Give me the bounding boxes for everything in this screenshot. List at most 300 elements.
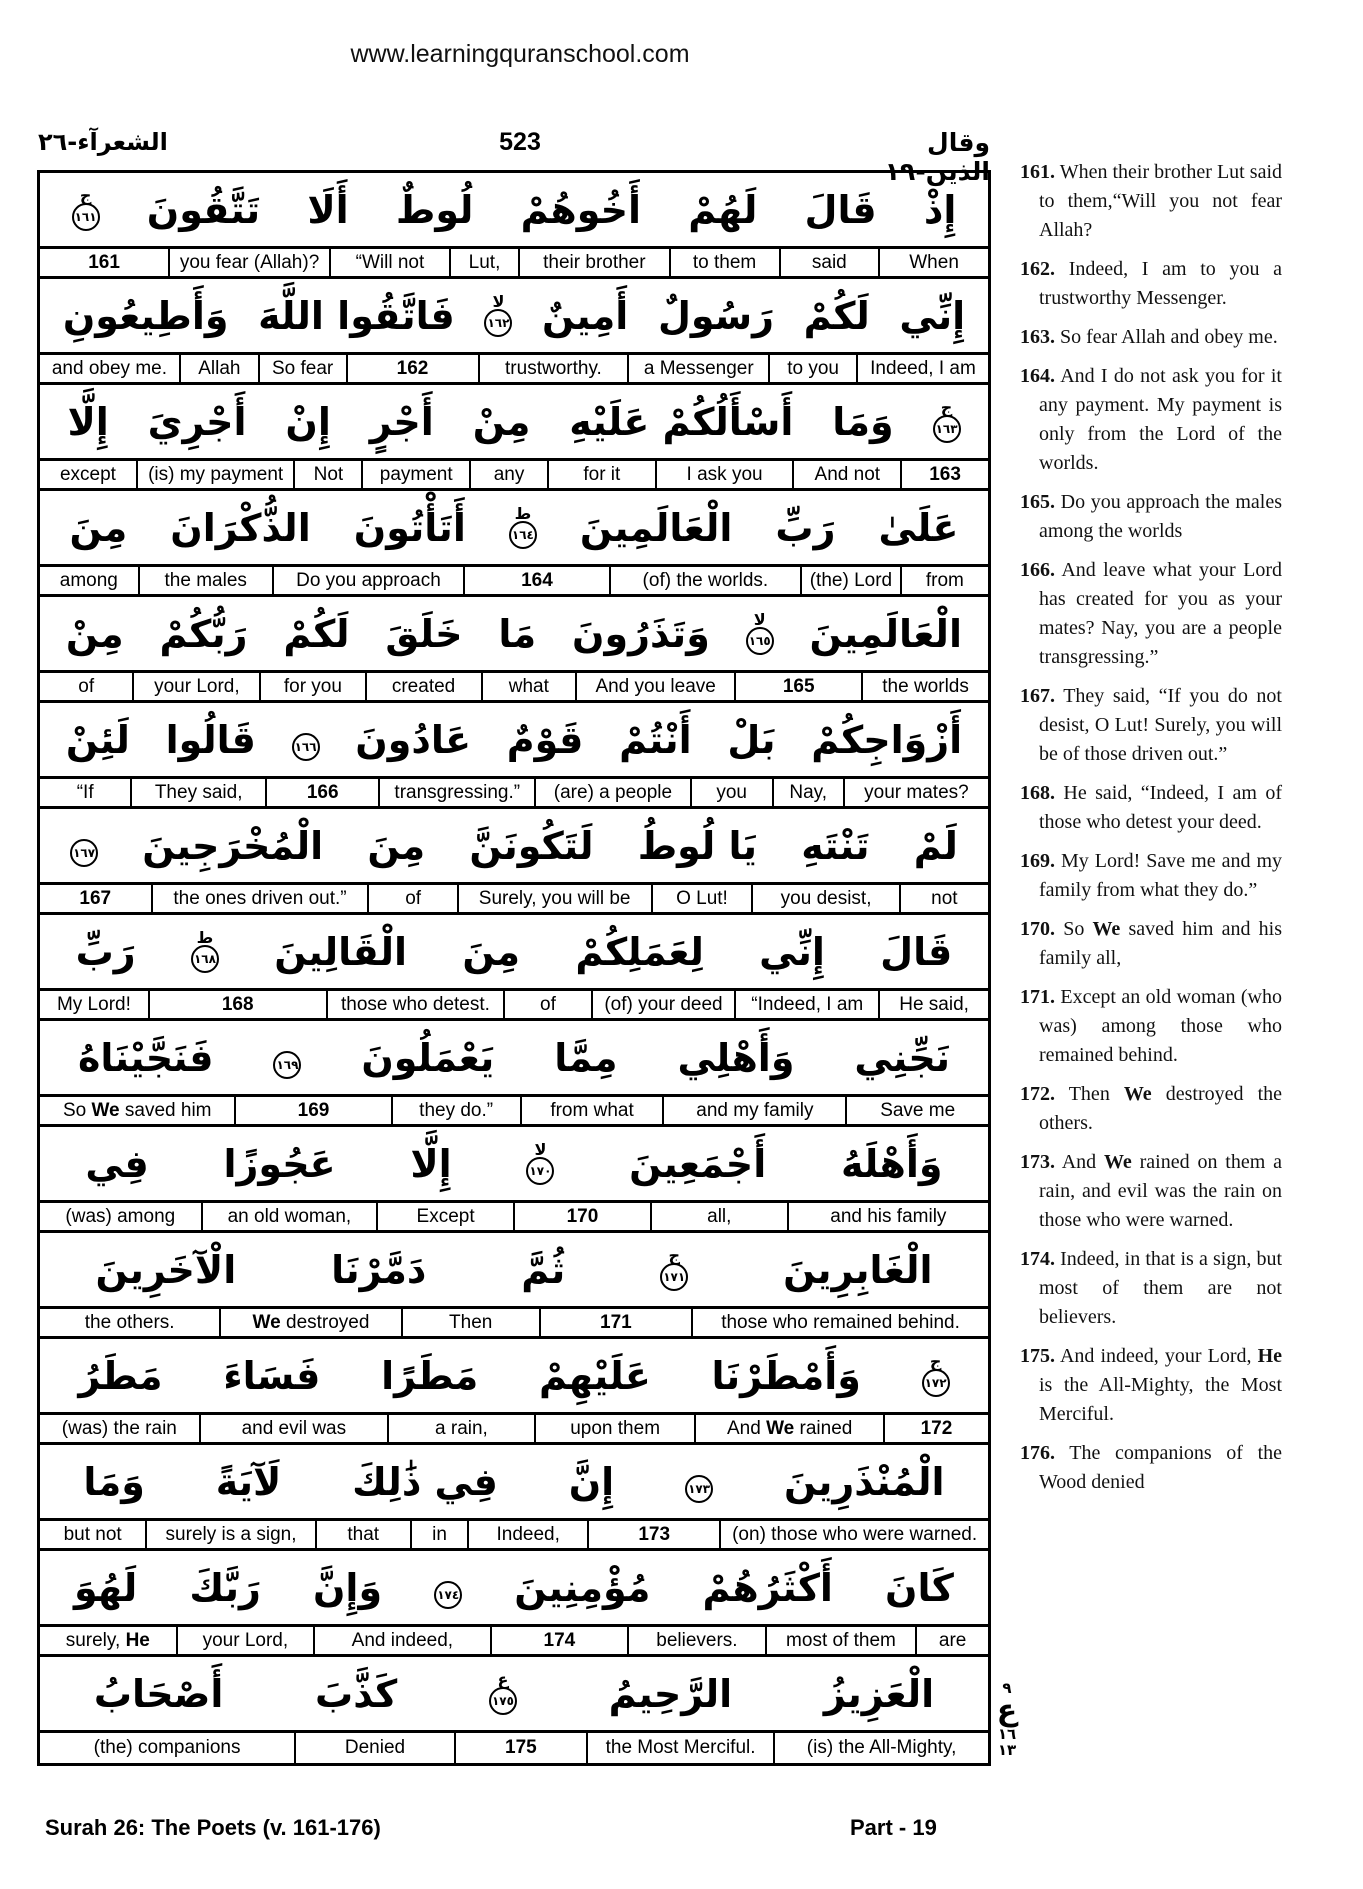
translation-text: Do you approach the males among the worlds [1039, 491, 1282, 542]
english-word-cell: Indeed, [467, 1521, 587, 1548]
waqf-stop-sign: ط [514, 503, 532, 523]
arabic-word: إِنْ [285, 399, 331, 444]
arabic-word: أَجْرِيَ [147, 399, 247, 444]
ayah-number-marker-icon [72, 185, 100, 231]
english-word-cell: your mates? [843, 779, 988, 806]
waqf-stop-sign: لا [534, 1139, 547, 1159]
waqf-stop-sign: ج [929, 1351, 942, 1371]
arabic-word: رَسُولٌ [657, 293, 774, 338]
arabic-word: عَلَىٰ [878, 505, 959, 550]
english-word-cell: (of) the worlds. [609, 567, 800, 594]
arabic-word: وَأَهْلَهُ [840, 1141, 943, 1186]
english-word-cell: And not [792, 461, 900, 488]
arabic-word: لَتَكُونَنَّ [469, 823, 594, 868]
waqf-stop-sign: لا [753, 609, 766, 629]
english-word-cell: Save me [845, 1097, 988, 1124]
arabic-word: قَالَ [880, 929, 953, 974]
ayah-number: ١٦٥ [746, 627, 774, 655]
translation-text: And leave what your Lord has created for you as your mates? Nay, you are a people transgressing.” [1039, 559, 1282, 668]
arabic-verse-row [40, 173, 988, 249]
verse-number: 164. [1020, 365, 1055, 387]
arabic-word: رَبِّ [75, 929, 136, 974]
verse-number: 173. [1020, 1151, 1055, 1173]
waqf-stop-sign: ج [940, 397, 953, 417]
english-word-cell: (of) your deed [591, 991, 735, 1018]
ayah-number: ١٦٣ [933, 415, 961, 443]
arabic-word: أَسْأَلُكُمْ عَلَيْهِ [569, 399, 794, 444]
english-word-cell: When [878, 249, 988, 276]
ayah-number-marker-icon [685, 1461, 713, 1503]
arabic-word: لَئِنْ [65, 717, 130, 762]
arabic-word: فَسَاءَ [223, 1353, 321, 1398]
english-word-cell: not [899, 885, 988, 912]
page-number: 523 [499, 128, 541, 156]
english-word-cell: but not [63, 1523, 122, 1545]
english-word-cell: And you leave [575, 673, 734, 700]
ayah-number: ١٧٥ [489, 1687, 517, 1715]
arabic-word: رَبَّكَ [189, 1565, 261, 1610]
translation-text: When their brother Lut said to them,“Will you not fear Allah? [1039, 161, 1282, 241]
ayah-number-marker-icon [273, 1037, 301, 1079]
word-prefix: So [62, 1099, 92, 1121]
translation-text: is the All-Mighty, the Most Merciful. [1039, 1374, 1282, 1425]
verse-number-cell: 169 [234, 1097, 390, 1124]
arabic-word: مِنْ [65, 611, 124, 656]
arabic-word: يَا لُوطُ [637, 823, 758, 868]
translation-text: Indeed, in that is a sign, but most of them are not believers. [1039, 1248, 1283, 1328]
english-word-cell: Denied [294, 1733, 454, 1763]
arabic-verse-row [40, 597, 988, 673]
arabic-verse-row [40, 809, 988, 885]
arabic-word: أَزْوَاجِكُمْ [811, 717, 963, 762]
arabic-word: إِنَّ [568, 1459, 615, 1504]
english-word-cell: (was) the rain [61, 1417, 177, 1439]
arabic-word: مُؤْمِنِينَ [514, 1565, 651, 1610]
verse-number: 175. [1020, 1345, 1055, 1367]
verse-number: 166. [1020, 559, 1055, 581]
arabic-word: أَخُوهُمْ [520, 187, 642, 232]
ayah-number: ١٦٦ [292, 733, 320, 761]
english-word-row [40, 885, 988, 915]
word-suffix: rained [794, 1417, 853, 1439]
verse-number-cell: 163 [900, 461, 988, 488]
ayah-number: ١٦٩ [273, 1051, 301, 1079]
verse-number: 167. [1020, 685, 1055, 707]
english-word-cell: that [315, 1521, 410, 1548]
verse-number: 165. [1020, 491, 1055, 513]
translation-verse [1020, 682, 1282, 769]
arabic-word: الرَّحِيمُ [608, 1671, 733, 1716]
english-word-cell: “Will not [329, 249, 449, 276]
english-word-cell: are [915, 1627, 988, 1654]
ayah-number: ١٧٤ [434, 1581, 462, 1609]
english-word-cell: except [59, 463, 116, 485]
verse-number: 162. [1020, 258, 1055, 280]
arabic-word: لِعَمَلِكُمْ [575, 929, 704, 974]
english-word-cell: you desist, [751, 885, 898, 912]
english-word-cell: They said, [130, 779, 265, 806]
arabic-word: الْآخَرِينَ [95, 1247, 237, 1292]
ruku-marker-glyph: ع [996, 1693, 1018, 1728]
verse-number-cell: 172 [883, 1415, 988, 1442]
verse-number: 176. [1020, 1442, 1055, 1464]
english-word-cell: all, [650, 1203, 787, 1230]
arabic-verse-row [40, 491, 988, 567]
translation-text: He said, “Indeed, I am of those who detest your deed. [1039, 782, 1282, 833]
translation-verse [1020, 915, 1282, 973]
arabic-word: الْعَالَمِينَ [809, 611, 962, 656]
arabic-word: أَمِينٌ [542, 293, 629, 338]
translation-text: destroyed the others. [1039, 1083, 1283, 1134]
part-footer-label: Part - 19 [850, 1815, 937, 1840]
arabic-word: لَكُمْ [803, 293, 870, 338]
arabic-word: تَتَّقُونَ [146, 187, 261, 232]
english-word-row [40, 1521, 988, 1551]
divine-pronoun: He [1257, 1345, 1282, 1367]
english-word-cell: they do.” [391, 1097, 520, 1124]
english-word-cell: of [78, 675, 95, 697]
word-suffix: saved him [119, 1099, 212, 1121]
english-word-cell: a rain, [387, 1415, 534, 1442]
translation-text: saved him and his family all, [1039, 918, 1282, 969]
ayah-number-marker-icon [484, 291, 512, 337]
translation-text: Except an old woman (who was) among those who remained behind. [1039, 986, 1283, 1066]
verse-number-cell: 173 [587, 1521, 719, 1548]
english-word-cell: in [410, 1521, 468, 1548]
english-word-cell: (are) a people [534, 779, 690, 806]
english-word-row [40, 1415, 988, 1445]
arabic-word: يَعْمَلُونَ [361, 1035, 495, 1080]
arabic-word: بَلْ [727, 717, 776, 762]
arabic-verse-row [40, 1339, 988, 1415]
verse-number-cell: 175 [454, 1733, 586, 1763]
english-word-row [40, 1627, 988, 1657]
arabic-word: الذُّكْرَانَ [170, 505, 311, 550]
divine-pronoun: We [1092, 918, 1121, 940]
arabic-word: الْمُنْذَرِينَ [783, 1459, 945, 1504]
ayah-number: ١٧٠ [526, 1157, 554, 1185]
arabic-verse-row [40, 1657, 988, 1733]
arabic-word: أَصْحَابُ [93, 1671, 224, 1716]
arabic-word: دَمَّرْنَا [331, 1247, 427, 1292]
translation-text: So fear Allah and obey me. [1060, 326, 1278, 348]
arabic-word: نَجِّنِي [854, 1035, 950, 1080]
ayah-number-marker-icon [660, 1245, 688, 1291]
translation-verse [1020, 1080, 1282, 1138]
english-word-cell: your Lord, [176, 1627, 314, 1654]
english-word-row [40, 1097, 988, 1127]
ayah-number-marker-icon [434, 1567, 462, 1609]
english-word-cell [40, 1097, 234, 1124]
arabic-word: عَجُوزًا [223, 1141, 336, 1186]
translation-verse [1020, 1439, 1282, 1497]
verse-number-cell: 162 [346, 355, 478, 382]
arabic-verse-row [40, 385, 988, 461]
verse-number: 170. [1020, 918, 1055, 940]
arabic-word: لَكُمْ [283, 611, 350, 656]
english-word-cell: Do you approach [272, 567, 463, 594]
arabic-word: ثُمَّ [521, 1247, 566, 1292]
ayah-number: ١٦٤ [509, 521, 537, 549]
divine-pronoun: We [252, 1311, 281, 1333]
verse-number-cell: 161 [88, 251, 120, 273]
english-word-cell: Indeed, I am [856, 355, 988, 382]
translation-column [1020, 158, 1282, 1507]
english-word-cell: Surely, you will be [457, 885, 651, 912]
english-word-cell: transgressing.” [378, 779, 534, 806]
english-word-cell: upon them [534, 1415, 695, 1442]
translation-text: Indeed, I am to you a trustworthy Messenger. [1039, 258, 1283, 309]
english-word-cell: believers. [627, 1627, 765, 1654]
english-word-cell: (the) Lord [800, 567, 900, 594]
arabic-verse-row [40, 1021, 988, 1097]
english-word-cell: “Indeed, I am [734, 991, 878, 1018]
arabic-word: وَأَهْلِي [677, 1035, 795, 1080]
verse-number-cell: 166 [265, 779, 378, 806]
translation-verse [1020, 847, 1282, 905]
ayah-number-marker-icon [292, 719, 320, 761]
arabic-word: إِذْ [923, 187, 957, 232]
english-word-cell: the Most Merciful. [586, 1733, 773, 1763]
arabic-word: مِنَ [367, 823, 426, 868]
arabic-word: مَطَرًا [381, 1353, 479, 1398]
arabic-word: فِي ذَٰلِكَ [352, 1459, 498, 1504]
ruku-marker-glyph: ٩ [1002, 1679, 1012, 1697]
english-word-row [40, 461, 988, 491]
english-word-cell: the others. [84, 1311, 175, 1333]
juz-name-arabic: وقال الذين-١٩ [884, 128, 990, 186]
english-word-cell: to them [669, 249, 779, 276]
english-word-cell: what [481, 673, 575, 700]
english-word-cell: (on) those who were warned. [719, 1521, 988, 1548]
arabic-word: الْغَابِرِينَ [783, 1247, 933, 1292]
ayah-number-marker-icon [526, 1139, 554, 1185]
ayah-number-marker-icon [933, 397, 961, 443]
verse-number-cell: 167 [79, 887, 112, 909]
arabic-word: فِي [85, 1141, 149, 1186]
arabic-verse-row [40, 1551, 988, 1627]
translation-verse [1020, 158, 1282, 245]
arabic-word: أَلَا [307, 187, 349, 232]
ayah-number: ١٦٧ [70, 839, 98, 867]
ayah-number-marker-icon [70, 825, 98, 867]
arabic-word: لَهُوَ [74, 1565, 138, 1610]
english-word-cell: any [469, 461, 547, 488]
english-word-cell: (is) my payment [136, 461, 294, 488]
translation-text: rained on them a rain, and evil was the rain on those who were warned. [1039, 1151, 1282, 1231]
ruku-marker-glyph: ١٦ [997, 1725, 1017, 1743]
arabic-word: كَذَّبَ [315, 1671, 398, 1716]
ayah-number: ١٦١ [72, 203, 100, 231]
english-word-cell: an old woman, [201, 1203, 377, 1230]
arabic-word: إِلَّا [67, 399, 109, 444]
verse-number: 168. [1020, 782, 1055, 804]
english-word-cell: of [503, 991, 590, 1018]
translation-text: And indeed, your Lord, [1059, 1345, 1258, 1367]
arabic-word: فَنَجَّيْنَاهُ [77, 1035, 214, 1080]
arabic-word: وَأَمْطَرْنَا [711, 1353, 861, 1398]
divine-pronoun: We [1104, 1151, 1132, 1173]
translation-text: So [1063, 918, 1093, 940]
waqf-stop-sign: ج [668, 1245, 680, 1265]
arabic-verse-row [40, 279, 988, 355]
ruku-marker [992, 1680, 1022, 1758]
ayah-number: ١٧١ [660, 1263, 688, 1291]
english-word-cell: So fear [258, 355, 346, 382]
arabic-word: رَبِّ [775, 505, 836, 550]
english-word-cell: My Lord! [56, 993, 131, 1015]
english-word-cell: Not [293, 461, 361, 488]
arabic-word: خَلَقَ [385, 611, 463, 656]
arabic-word: عَلَيْهِمْ [539, 1353, 651, 1398]
english-word-cell: from what [520, 1097, 663, 1124]
arabic-word: وَمَا [832, 399, 894, 444]
divine-pronoun: He [125, 1629, 150, 1651]
english-word-cell: from [900, 567, 988, 594]
arabic-word: أَجْمَعِينَ [629, 1141, 767, 1186]
english-word-cell: their brother [518, 249, 669, 276]
ayah-number: ١٦٢ [484, 309, 512, 337]
verse-number-cell: 164 [463, 567, 609, 594]
english-word-cell: He said, [878, 991, 988, 1018]
word-prefix: And [726, 1417, 767, 1439]
english-word-row [40, 673, 988, 703]
english-word-cell: those who remained behind. [691, 1309, 988, 1336]
arabic-verse-row [40, 915, 988, 991]
english-word-cell: trustworthy. [478, 355, 628, 382]
ayah-number-marker-icon [489, 1669, 517, 1715]
arabic-word: مِمَّا [554, 1035, 618, 1080]
verse-number-cell: 165 [734, 673, 861, 700]
english-word-cell: you fear (Allah)? [168, 249, 329, 276]
translation-verse [1020, 255, 1282, 313]
verse-number: 169. [1020, 850, 1055, 872]
english-word-cell: (is) the All-Mighty, [773, 1733, 988, 1763]
verse-number: 161. [1020, 161, 1055, 183]
arabic-word: كَانَ [885, 1565, 954, 1610]
verse-number: 174. [1020, 1248, 1055, 1270]
arabic-word: لَآيَةً [215, 1459, 282, 1504]
english-word-cell: I ask you [655, 461, 793, 488]
arabic-word: إِنِّي [899, 293, 966, 338]
arabic-word: أَجْرٍ [369, 399, 434, 444]
ayah-number-marker-icon [509, 503, 537, 549]
arabic-word: قَالَ [804, 187, 877, 232]
translation-text: The companions of the Wood denied [1039, 1442, 1283, 1493]
website-url: www.learningquranschool.com [350, 40, 690, 68]
arabic-verse-row [40, 1127, 988, 1203]
translation-text: My Lord! Save me and my family from what they do.” [1039, 850, 1282, 901]
english-word-cell: Except [376, 1203, 513, 1230]
english-word-cell: “If [76, 781, 94, 803]
waqf-stop-sign: لا [492, 291, 505, 311]
verse-number: 163. [1020, 326, 1055, 348]
english-word-row [40, 567, 988, 597]
arabic-word: وَإِنَّ [312, 1565, 383, 1610]
arabic-word: الْعَزِيزُ [823, 1671, 935, 1716]
ayah-number-marker-icon [746, 609, 774, 655]
english-word-cell: surely is a sign, [145, 1521, 314, 1548]
ayah-number: ١٧٣ [685, 1475, 713, 1503]
english-word-cell: to you [768, 355, 856, 382]
english-word-cell: (the) companions [93, 1737, 241, 1758]
arabic-verse-row [40, 1233, 988, 1309]
english-word-cell: and obey me. [51, 357, 167, 379]
translation-verse [1020, 1342, 1282, 1429]
english-word-cell: among [59, 569, 118, 591]
arabic-word: لَهُمْ [688, 187, 758, 232]
arabic-word: مِنَ [462, 929, 521, 974]
ayah-number-marker-icon [191, 927, 219, 973]
arabic-word: الْقَالِينَ [274, 929, 408, 974]
english-word-cell [40, 1627, 176, 1654]
translation-text: And [1061, 1151, 1105, 1173]
verse-number-cell: 171 [539, 1309, 691, 1336]
english-word-cell: you [690, 779, 772, 806]
english-word-cell: the males [138, 567, 272, 594]
arabic-word: مِنَ [69, 505, 128, 550]
arabic-word: أَكْثَرُهُمْ [702, 1565, 833, 1610]
arabic-word: تَنْتَهِ [801, 823, 870, 868]
english-word-cell: those who detest. [326, 991, 504, 1018]
english-word-row [40, 1309, 988, 1339]
english-word-cell: Lut, [449, 249, 518, 276]
english-word-row [40, 1733, 988, 1763]
waqf-stop-sign: ط [196, 927, 214, 947]
ayah-number: ١٦٨ [191, 945, 219, 973]
arabic-word: مِنْ [472, 399, 531, 444]
english-word-cell: a Messenger [627, 355, 768, 382]
english-word-cell: and evil was [199, 1415, 387, 1442]
english-word-cell [694, 1415, 882, 1442]
english-word-cell: for you [259, 673, 364, 700]
arabic-word: إِلَّا [410, 1141, 452, 1186]
word-by-word-table [37, 170, 991, 1766]
arabic-word: أَتَأْتُونَ [353, 505, 466, 550]
english-word-cell: (was) among [65, 1205, 176, 1227]
divine-pronoun: We [91, 1099, 120, 1121]
english-word-row [40, 249, 988, 279]
translation-verse [1020, 323, 1282, 352]
english-word-row [40, 779, 988, 809]
translation-verse [1020, 983, 1282, 1070]
arabic-verse-row [40, 1445, 988, 1521]
english-word-cell: O Lut! [651, 885, 752, 912]
arabic-word: وَتَذَرُونَ [572, 611, 710, 656]
ayah-number: ١٧٢ [922, 1369, 950, 1397]
arabic-word: وَأَطِيعُونِ [62, 293, 229, 338]
verse-number-cell: 168 [148, 991, 326, 1018]
arabic-word: رَبُّكُمْ [159, 611, 248, 656]
english-word-cell: for it [547, 461, 655, 488]
english-word-cell: the worlds [861, 673, 988, 700]
verse-number-cell: 170 [513, 1203, 650, 1230]
english-word-cell: Then [401, 1309, 539, 1336]
arabic-word: لُوطٌ [395, 187, 474, 232]
english-word-cell: created [365, 673, 481, 700]
word-prefix: surely, [65, 1629, 126, 1651]
arabic-verse-row [40, 703, 988, 779]
arabic-word: إِنِّي [759, 929, 825, 974]
arabic-word: عَادُونَ [355, 717, 472, 762]
arabic-word: فَاتَّقُوا اللَّهَ [258, 293, 455, 338]
translation-verse [1020, 556, 1282, 672]
arabic-word: قَالُوا [165, 717, 256, 762]
english-word-row [40, 355, 988, 385]
ruku-marker-glyph: ١٣ [997, 1741, 1017, 1759]
divine-pronoun: We [766, 1417, 795, 1439]
english-word-cell: most of them [765, 1627, 916, 1654]
